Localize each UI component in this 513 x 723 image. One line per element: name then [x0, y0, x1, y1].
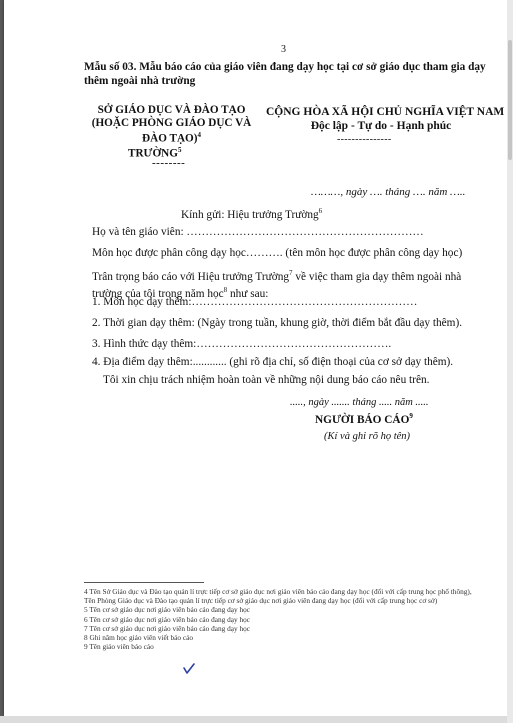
school-name-label: TRƯỜNG$^5$: [128, 146, 182, 160]
commitment-line: Tôi xin chịu trách nhiệm hoàn toàn về những nội dung báo cáo nêu trên.: [103, 374, 430, 386]
item-location: 4. Địa điểm dạy thêm:............ (ghi rõ địa chỉ, số điện thoại của cơ sở dạy thêm).: [92, 356, 454, 368]
item-subject: 1. Môn học dạy thêm:……………………………………………………: [92, 296, 418, 308]
assigned-subject-line: Môn học được phân công dạy học………. (tên môn học được phân công dạy học): [92, 247, 463, 259]
right-divider: ---------------: [337, 134, 392, 145]
country-name: CỘNG HÒA XÃ HỘI CHỦ NGHĨA VIỆT NAM: [266, 106, 505, 118]
item-format: 3. Hình thức dạy thêm:…………………………………………….: [92, 338, 392, 350]
recipient-line: Kính gửi: Hiệu trưởng Trường$^6$: [181, 207, 323, 221]
footnote-ref: 5: [177, 146, 182, 154]
pen-mark-icon: [182, 662, 196, 676]
signer-title: NGƯỜI BÁO CÁO$^9$: [315, 412, 413, 426]
footnote-item: 4 Tên Sở Giáo dục và Đào tạo quản lí trực tiếp cơ sở giáo dục nơi giáo viên báo cáo đang dạy học (đối với cấp trung học phổ thông), Tên Phòng Giáo dục và Đào tạo quản lí trực tiếp cơ sở giáo dục nơi giáo viên đang dạy học (đối với cấp trung học cơ sở): [84, 587, 472, 606]
scrollbar-thumb[interactable]: [508, 40, 512, 160]
date-line-top: ………, ngày …. tháng …. năm …..: [311, 186, 466, 198]
document-page: [4, 0, 507, 716]
footnote-item: 5 Tên cơ sở giáo dục nơi giáo viên báo cáo đang dạy học: [84, 605, 251, 615]
item-time: 2. Thời gian dạy thêm: (Ngày trong tuần, khung giờ, thời điểm bắt đầu dạy thêm).: [92, 317, 463, 329]
motto: Độc lập - Tự do - Hạnh phúc: [310, 119, 452, 132]
footnote-divider: [84, 582, 204, 583]
signer-note: (Kí và ghi rõ họ tên): [324, 431, 411, 442]
horizontal-scrollbar[interactable]: [0, 716, 507, 723]
footnote-ref: 6: [318, 207, 323, 215]
date-line-bottom: ....., ngày ....... tháng ..... năm .....: [290, 397, 429, 408]
footnote-item: 6 Tên cơ sở giáo dục nơi giáo viên báo cáo đang dạy học: [84, 614, 251, 624]
footnote-ref: 9: [409, 412, 413, 420]
left-divider: --------: [152, 157, 186, 169]
teacher-name-line: Họ và tên giáo viên: ………………………………………………………: [92, 226, 424, 238]
report-intro: Trân trọng báo cáo với Hiệu trưởng Trường$^7$ về việc tham gia dạy thêm ngoài nhà trường của tôi trong năm học$^8$ như sau:: [92, 269, 462, 300]
vertical-scrollbar[interactable]: [507, 0, 513, 723]
page-number: 3: [281, 44, 286, 55]
footnote-ref: 8: [223, 285, 228, 294]
footnote-ref: 4: [197, 131, 201, 139]
issuing-authority-header: [84, 104, 259, 145]
authority-line-2: (HOẶC PHÒNG GIÁO DỤC VÀ: [91, 116, 252, 129]
footnote-item: 8 Ghi năm học giáo viên viết báo cáo: [84, 633, 194, 643]
authority-line-1: SỞ GIÁO DỤC VÀ ĐÀO TẠO: [97, 104, 246, 116]
footnote-item: 7 Tên cơ sở giáo dục nơi giáo viên báo cáo đang dạy học: [84, 623, 251, 633]
authority-line-3: ĐÀO TẠO)$^4$: [142, 131, 201, 145]
form-title: Mẫu số 03. Mẫu báo cáo của giáo viên đang dạy học tại cơ sở giáo dục tham gia dạy thêm ngoài nhà trường: [84, 61, 486, 87]
footnote-ref: 7: [289, 269, 293, 277]
national-motto-header: [266, 106, 505, 133]
footnotes: [84, 587, 484, 651]
footnote-item: 9 Tên giáo viên báo cáo: [84, 642, 154, 652]
